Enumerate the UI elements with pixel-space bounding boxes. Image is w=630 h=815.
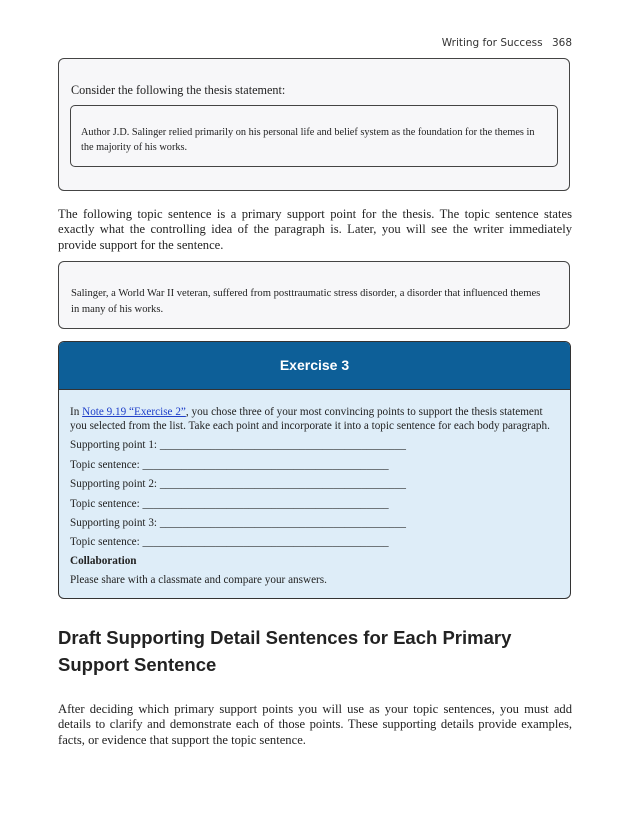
supporting-point-3-line: Supporting point 3: ____________________________________________ bbox=[70, 516, 406, 529]
topic-sentence-box bbox=[58, 261, 570, 329]
topic-sentence: Salinger, a World War II veteran, suffered from posttraumatic stress disorder, a disorder that influenced themes in many of his works. bbox=[71, 288, 541, 315]
thesis-box bbox=[58, 58, 570, 191]
exercise-body bbox=[59, 390, 570, 587]
topic-sentence-3-line: Topic sentence: ____________________________________________ bbox=[70, 536, 389, 549]
collaboration-heading: Collaboration bbox=[70, 554, 137, 567]
exercise-intro-before: In bbox=[70, 406, 83, 418]
running-header bbox=[442, 37, 572, 49]
exercise-box bbox=[58, 341, 571, 599]
thesis-statement-box bbox=[70, 105, 558, 167]
book-title: Writing for Success bbox=[441, 37, 543, 49]
topic-sentence-2-line: Topic sentence: ____________________________________________ bbox=[70, 497, 389, 510]
supporting-point-2-line: Supporting point 2: ____________________________________________ bbox=[70, 478, 406, 491]
exercise-title: Exercise 3 bbox=[59, 342, 570, 390]
topic-sentence-1-line: Topic sentence: ____________________________________________ bbox=[70, 458, 389, 471]
page-number: 368 bbox=[551, 37, 572, 49]
exercise-intro bbox=[70, 405, 559, 433]
supporting-point-1-line: Supporting point 1: ____________________________________________ bbox=[70, 439, 406, 452]
exercise-2-link[interactable]: Note 9.19 “Exercise 2” bbox=[82, 406, 186, 418]
body-paragraph-1: The following topic sentence is a primary support point for the thesis. The topic sentence states exactly what the controlling idea of the paragraph is. Later, you will see the writer immediately provide support for the sentence. bbox=[58, 207, 572, 252]
collaboration-text: Please share with a classmate and compare your answers. bbox=[70, 573, 327, 586]
exercise-intro-after: , you chose three of your most convincing points to support the thesis statement you selected from the list. Take each point and incorporate it into a topic sentence for each body paragraph. bbox=[70, 406, 550, 433]
thesis-statement: Author J.D. Salinger relied primarily on his personal life and belief system as the foundation for the themes in the majority of his works. bbox=[81, 127, 535, 153]
body-paragraph-2: After deciding which primary support points you will use as your topic sentences, you must add details to clarify and demonstrate each of those points. These supporting details provide examples, facts, or evidence that support the topic sentence. bbox=[58, 702, 572, 747]
thesis-intro: Consider the following the thesis statement: bbox=[71, 83, 286, 97]
section-heading: Draft Supporting Detail Sentences for Each Primary Support Sentence bbox=[58, 627, 512, 675]
